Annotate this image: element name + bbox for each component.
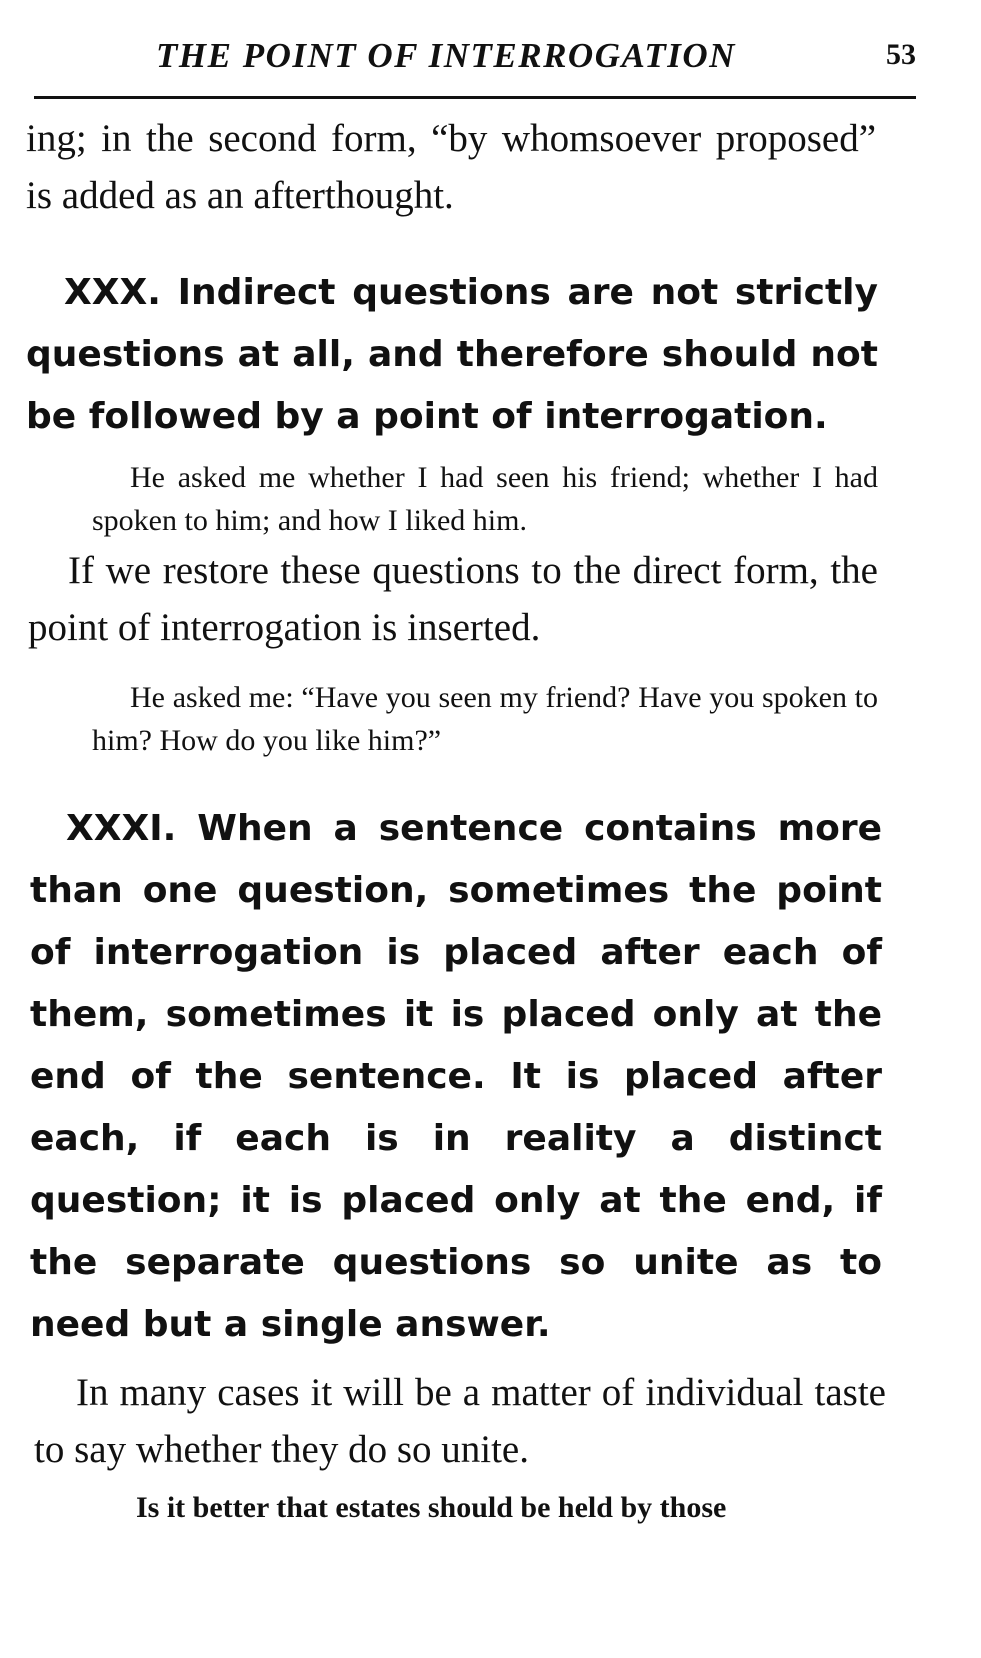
example-indirect-questions: He asked me whether I had seen his friend; whether I had spoken to him; and how I liked him. xyxy=(92,461,878,537)
continued-paragraph: ing; in the second form, “by whomsoever proposed” is added as an afterthought. xyxy=(26,117,876,217)
page-header xyxy=(36,30,916,78)
rule-xxxi xyxy=(30,798,882,1356)
header-rule xyxy=(34,96,916,99)
rule-xxxi-text: When a sentence contains more than one question, sometimes the point of interrogation is placed after each of them, sometimes it is placed only at the end of the sentence. It is placed after each, if each is in reality a distinct question; it is placed only at the end, if the separate questions so unite as to need but a single answer. xyxy=(30,808,882,1345)
rule-xxx-text: Indirect questions are not strictly questions at all, and therefore should not be followed by a point of interrogation. xyxy=(26,272,878,437)
rule-xxx-number: XXX. xyxy=(64,272,161,313)
running-title: THE POINT OF INTERROGATION xyxy=(156,36,736,75)
page-number: 53 xyxy=(886,38,916,71)
example-estates: Is it better that estates should be held by those xyxy=(136,1491,727,1524)
restore-direct-paragraph: If we restore these questions to the direct form, the point of interrogation is inserted. xyxy=(28,549,878,649)
rule-xxx xyxy=(26,262,878,448)
individual-taste-paragraph: In many cases it will be a matter of individual taste to say whether they do so unite. xyxy=(34,1371,886,1471)
example-direct-questions: He asked me: “Have you seen my friend? Have you spoken to him? How do you like him?” xyxy=(92,681,878,757)
rule-xxxi-number: XXXI. xyxy=(66,808,177,849)
